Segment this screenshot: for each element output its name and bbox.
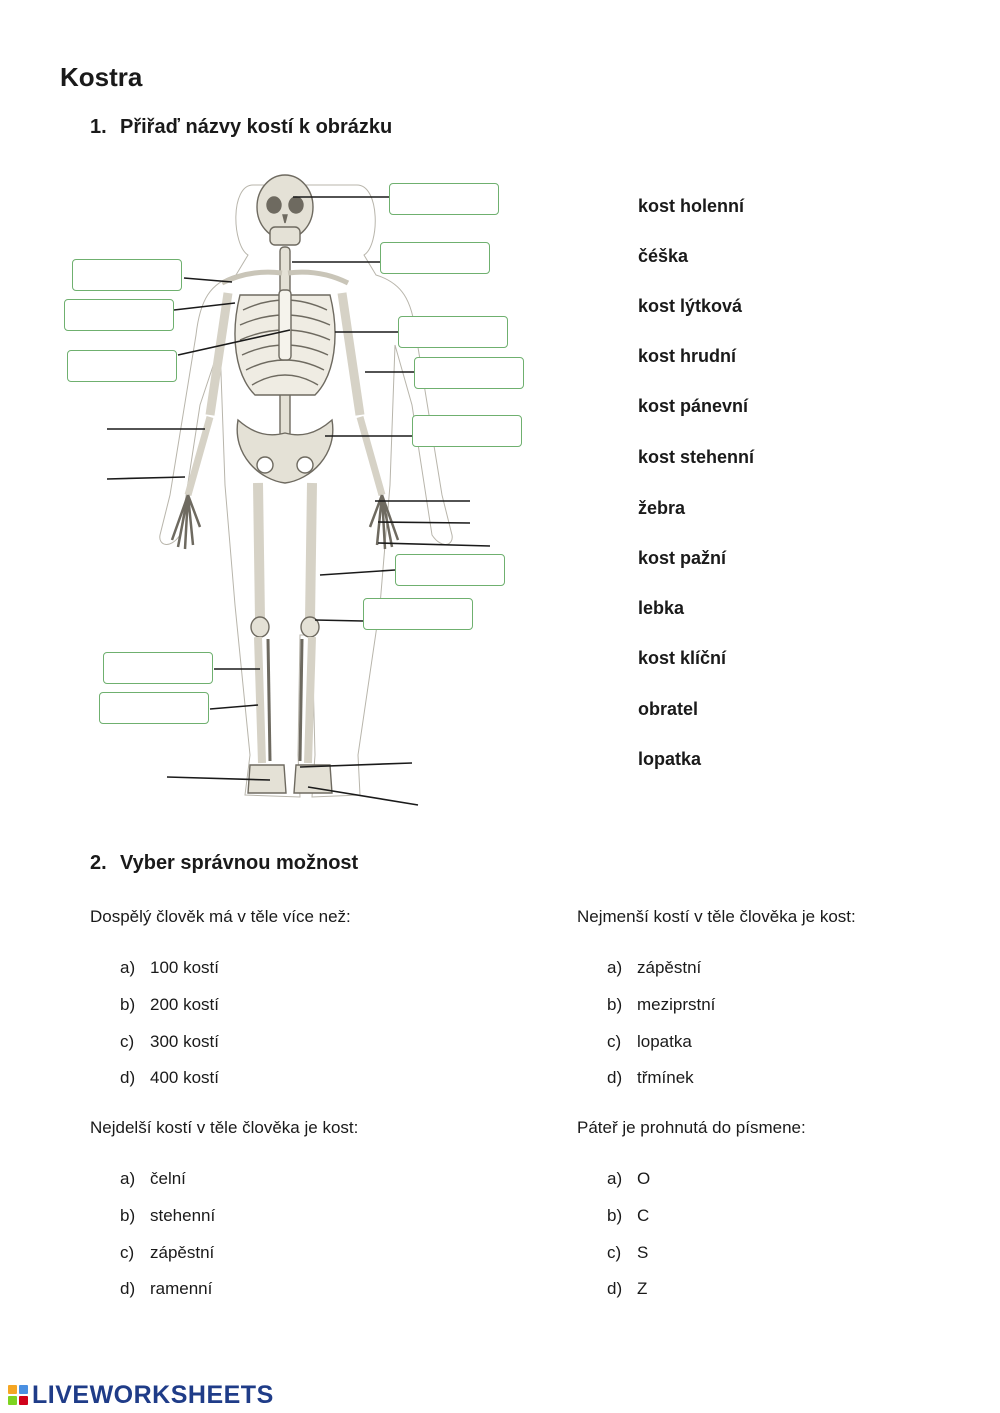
answer-option[interactable] [607, 1243, 648, 1263]
question-longest-bone [90, 1118, 359, 1298]
word-bank-item[interactable]: obratel [638, 699, 699, 719]
answer-option[interactable] [607, 1169, 650, 1189]
question-smallest-bone [577, 907, 856, 1087]
option-letter: c) [120, 1032, 135, 1051]
answer-box-sternum[interactable] [67, 350, 177, 382]
word-bank-item[interactable]: kost lýtková [638, 296, 743, 316]
option-text: zápěstní [150, 1243, 215, 1262]
word-bank-item[interactable]: kost pažní [638, 548, 727, 568]
logo-block [8, 1385, 17, 1394]
option-letter: c) [607, 1243, 622, 1262]
option-text: ramenní [150, 1279, 213, 1298]
question-text: Dospělý člověk má v těle více než: [90, 907, 351, 926]
answer-box-scapula[interactable] [64, 299, 174, 331]
option-letter: a) [120, 1169, 136, 1188]
answer-option[interactable] [607, 995, 715, 1015]
answer-box-vertebra[interactable] [380, 242, 490, 274]
option-letter: d) [607, 1279, 623, 1298]
option-letter: b) [120, 1206, 136, 1225]
option-text: čelní [150, 1169, 186, 1188]
section-1-heading [90, 116, 392, 139]
option-text: 400 kostí [150, 1068, 219, 1087]
option-text: S [637, 1243, 649, 1262]
word-bank-item[interactable]: čéška [638, 246, 689, 266]
answer-option[interactable] [607, 1032, 692, 1052]
question-text: Páteř je prohnutá do písmene: [577, 1118, 806, 1137]
answer-option[interactable] [120, 1243, 214, 1263]
answer-option[interactable] [607, 1206, 649, 1226]
logo-block [8, 1396, 17, 1405]
option-letter: d) [120, 1279, 136, 1298]
section-2-heading [90, 852, 358, 875]
answer-option[interactable] [120, 958, 219, 978]
answer-option[interactable] [120, 1032, 219, 1052]
option-letter: a) [607, 1169, 623, 1188]
option-letter: b) [607, 1206, 623, 1225]
word-bank-item[interactable]: kost holenní [638, 196, 745, 216]
answer-option[interactable] [607, 1279, 647, 1299]
word-bank-item[interactable]: lopatka [638, 749, 702, 769]
answer-option[interactable] [120, 995, 219, 1015]
answer-box-tibia[interactable] [103, 652, 213, 684]
question-text: Nejdelší kostí v těle člověka je kost: [90, 1118, 359, 1137]
option-letter: d) [120, 1068, 136, 1087]
option-letter: b) [607, 995, 623, 1014]
answer-option[interactable] [120, 1068, 219, 1088]
answer-box-femur[interactable] [395, 554, 505, 586]
option-text: zápěstní [637, 958, 702, 977]
answer-box-clavicle[interactable] [72, 259, 182, 291]
section-2-title: Vyber správnou možnost [120, 852, 359, 874]
logo-block [19, 1396, 28, 1405]
option-text: stehenní [150, 1206, 216, 1225]
option-letter: d) [607, 1068, 623, 1087]
answer-option[interactable] [120, 1169, 186, 1189]
logo-block [19, 1385, 28, 1394]
question-spine-shape [577, 1118, 806, 1298]
option-text: C [637, 1206, 650, 1225]
word-bank-item[interactable]: kost hrudní [638, 346, 736, 366]
option-letter: c) [607, 1032, 622, 1051]
section-1-title: Přiřaď názvy kostí k obrázku [120, 116, 393, 138]
logo-text: LIVEWORKSHEETS [32, 1380, 274, 1409]
option-text: lopatka [637, 1032, 692, 1051]
word-bank-item[interactable]: kost stehenní [638, 447, 755, 467]
option-text: Z [637, 1279, 648, 1298]
option-letter: a) [120, 958, 136, 977]
option-text: 300 kostí [150, 1032, 219, 1051]
option-letter: a) [607, 958, 623, 977]
answer-box-kneecap[interactable] [363, 598, 473, 630]
question-adult-bones [90, 907, 351, 1087]
option-text: O [637, 1169, 651, 1188]
answer-option[interactable] [120, 1279, 212, 1299]
option-text: 100 kostí [150, 958, 219, 977]
answer-option[interactable] [607, 958, 701, 978]
word-bank-item[interactable]: lebka [638, 598, 685, 618]
answer-box-fibula[interactable] [99, 692, 209, 724]
answer-option[interactable] [607, 1068, 694, 1088]
section-2-number: 2. [90, 852, 107, 874]
option-text: třmínek [637, 1068, 694, 1087]
option-letter: b) [120, 995, 136, 1014]
page-title: Kostra [60, 62, 143, 92]
option-letter: c) [120, 1243, 135, 1262]
answer-option[interactable] [120, 1206, 215, 1226]
answer-box-humerus[interactable] [414, 357, 524, 389]
answer-box-skull[interactable] [389, 183, 499, 215]
word-bank-item[interactable]: žebra [638, 498, 686, 518]
answer-box-ribs[interactable] [398, 316, 508, 348]
question-text: Nejmenší kostí v těle člověka je kost: [577, 907, 856, 926]
liveworksheets-logo [8, 1380, 274, 1410]
option-text: meziprstní [637, 995, 716, 1014]
word-bank-item[interactable]: kost pánevní [638, 396, 749, 416]
option-text: 200 kostí [150, 995, 219, 1014]
logo-blocks-icon [8, 1385, 28, 1405]
answer-box-pelvis[interactable] [412, 415, 522, 447]
skeleton-figure [60, 165, 540, 815]
section-1-number: 1. [90, 116, 107, 138]
word-bank-item[interactable]: kost klíční [638, 648, 727, 668]
